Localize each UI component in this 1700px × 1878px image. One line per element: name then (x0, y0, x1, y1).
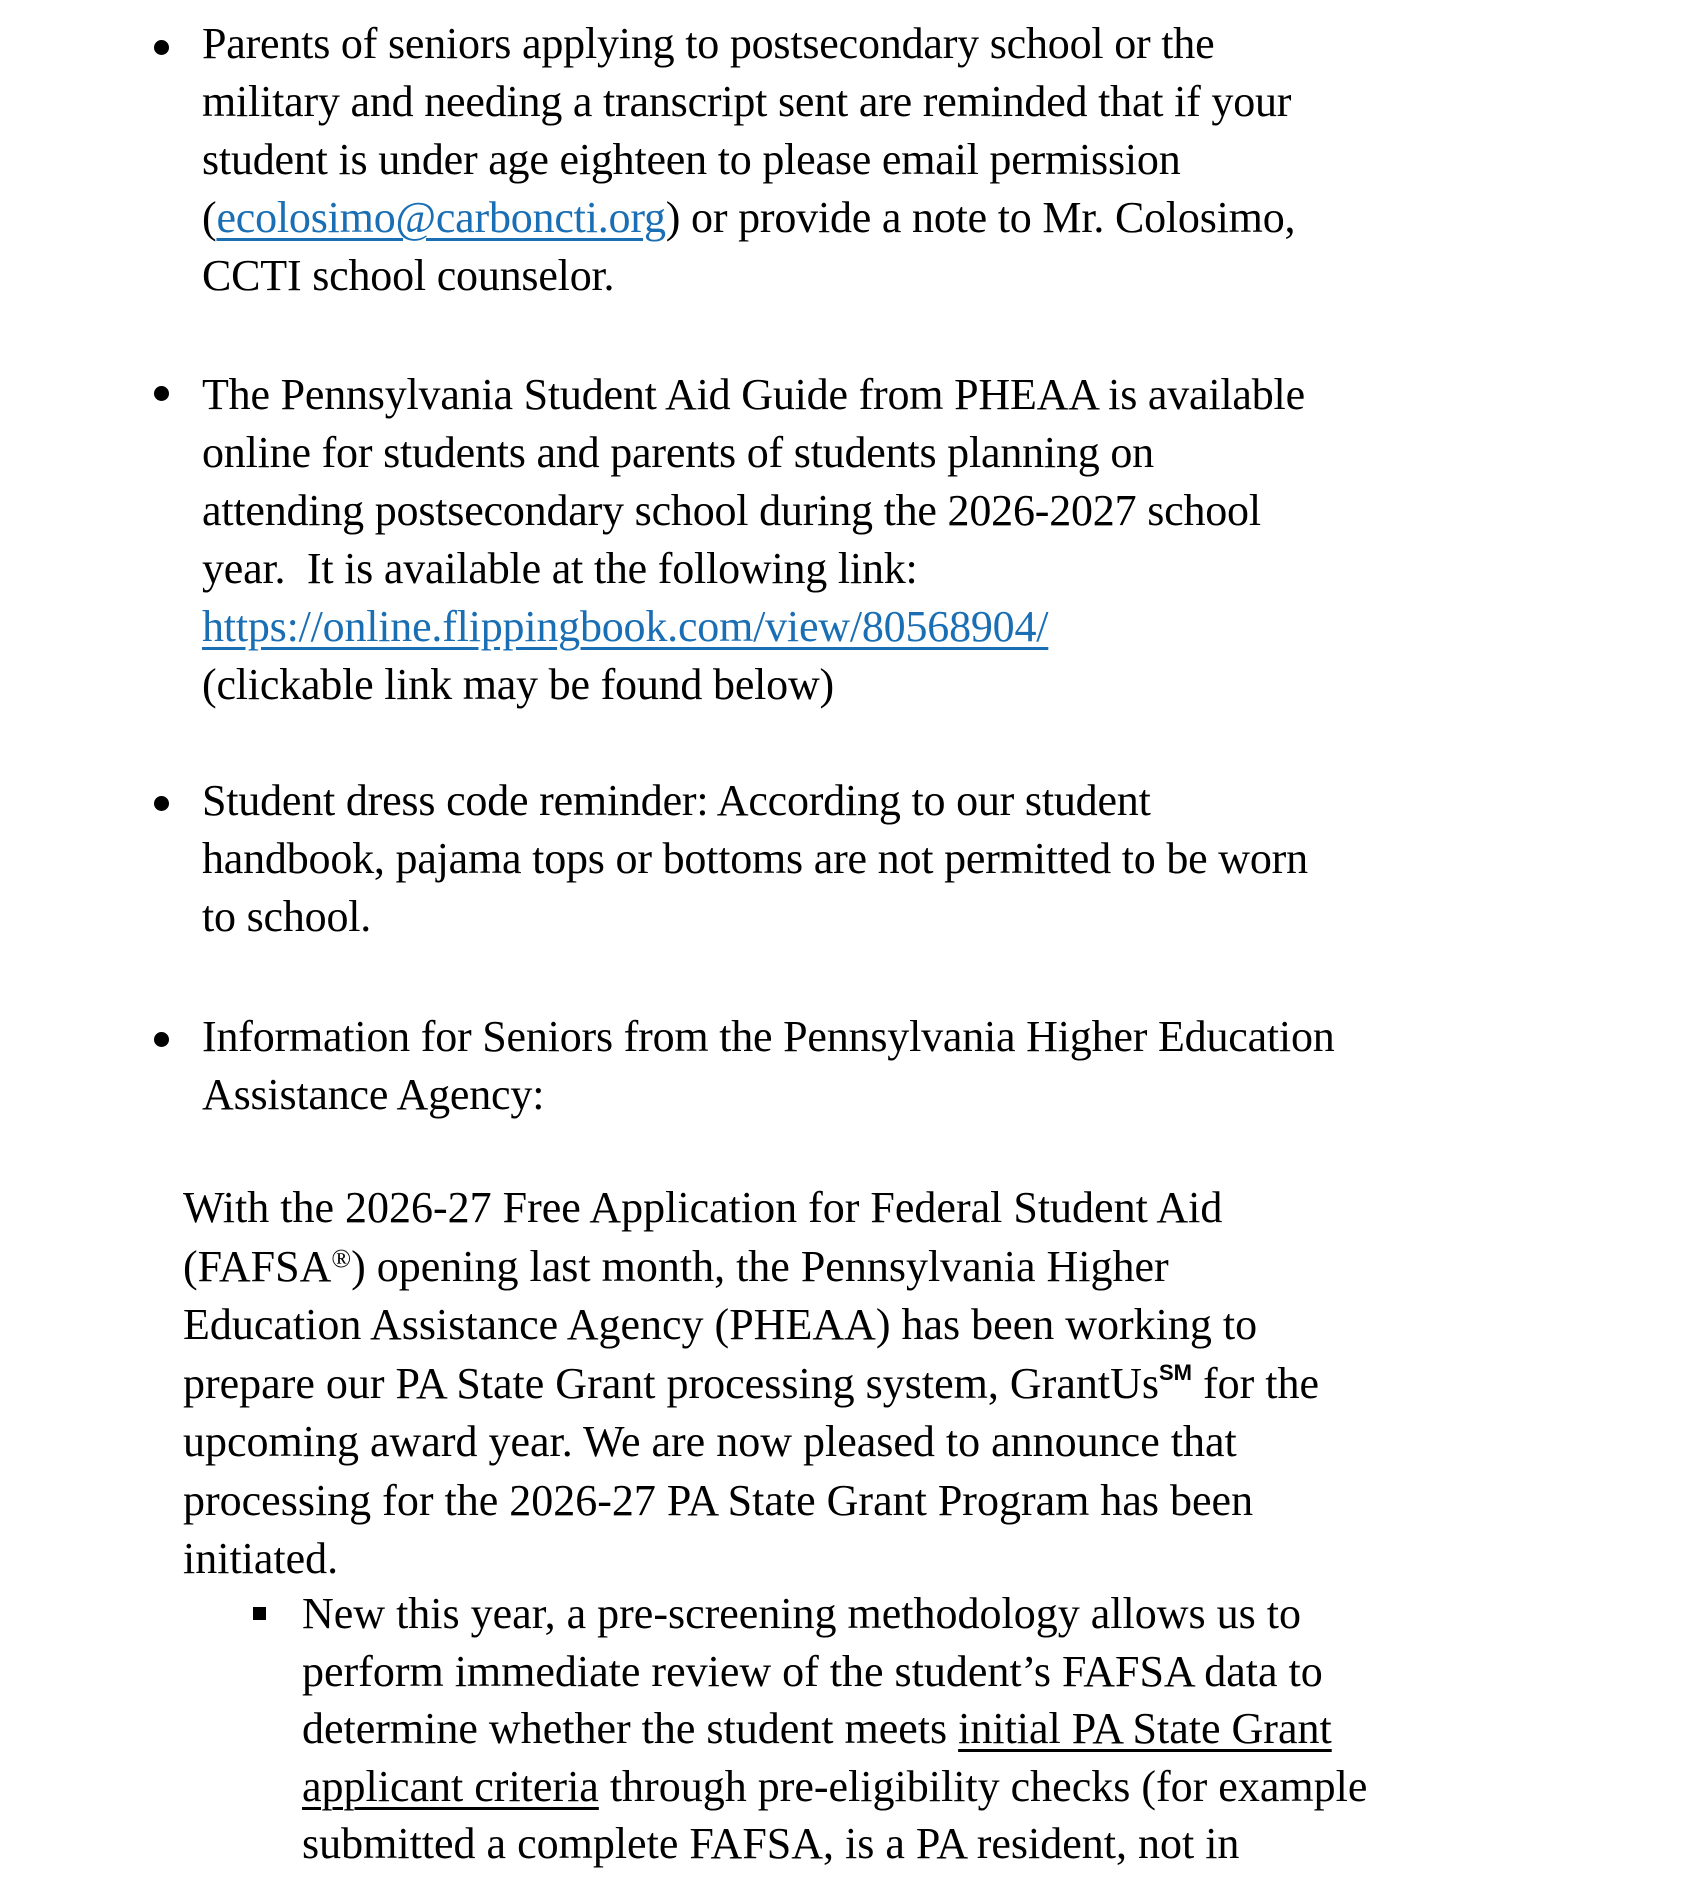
text-line: CCTI school counselor. (202, 251, 615, 300)
text-line: online for students and parents of students planning on (202, 428, 1154, 477)
text-line: perform immediate review of the student’s FAFSA data to (302, 1646, 1323, 1696)
text-line: The Pennsylvania Student Aid Guide from PHEAA is available (202, 370, 1305, 419)
bullet-dot-icon (154, 40, 169, 55)
text-line: With the 2026-27 Free Application for Federal Student Aid (183, 1183, 1223, 1232)
flippingbook-link[interactable]: https://online.flippingbook.com/view/80568904/ (202, 602, 1049, 651)
text-line: processing for the 2026-27 PA State Grant Program has been (183, 1475, 1254, 1525)
url-line (202, 598, 1622, 656)
text-line: military and needing a transcript sent are reminded that if your (202, 77, 1292, 126)
text-line: upcoming award year. We are now pleased to announce that (183, 1417, 1237, 1466)
text-line-grantus (183, 1355, 1643, 1414)
text-fragment: (FAFSA (183, 1241, 332, 1291)
text-line-criteria (302, 1700, 1682, 1758)
bullet-item-pheaa-info (202, 1008, 1622, 1124)
text-line: handbook, pajama tops or bottoms are not permitted to be worn (202, 834, 1308, 883)
text-fragment: ) or provide a note to Mr. Colosimo, (665, 193, 1296, 242)
text-line: to school. (202, 892, 372, 941)
text-line: Information for Seniors from the Pennsylvania Higher Education (202, 1012, 1335, 1061)
pheaa-paragraph (183, 1179, 1643, 1589)
text-fragment: ( (202, 193, 217, 242)
bullet-dot-icon (154, 796, 169, 811)
sub-bullet-prescreening (302, 1585, 1682, 1873)
text-line: Education Assistance Agency (PHEAA) has been working to (183, 1300, 1258, 1349)
bullet-item-student-aid-guide (202, 366, 1622, 714)
text-line-with-email (202, 189, 1622, 247)
bullet-item-transcript (202, 15, 1622, 305)
bullet-square-icon (253, 1607, 266, 1620)
text-fragment: determine whether the student meets (302, 1704, 959, 1753)
text-line: student is under age eighteen to please email permission (202, 135, 1181, 184)
text-line: Student dress code reminder: According to our student (202, 776, 1151, 825)
text-line: (clickable link may be found below) (202, 660, 835, 709)
text-line: year. It is available at the following link: (202, 544, 918, 593)
text-line-fafsa (183, 1238, 1643, 1297)
text-line: New this year, a pre-screening methodology allows us to (302, 1589, 1301, 1638)
text-fragment: prepare our PA State Grant processing system, GrantUs (183, 1358, 1159, 1408)
text-fragment: ) opening last month, the Pennsylvania Higher (351, 1241, 1169, 1291)
text-line: Assistance Agency: (202, 1070, 545, 1119)
service-mark: SM (1158, 1359, 1192, 1385)
text-line-criteria (302, 1758, 1682, 1816)
text-line: submitted a complete FAFSA, is a PA resident, not in (302, 1819, 1240, 1868)
bullet-dot-icon (154, 386, 169, 401)
bullet-item-dress-code (202, 772, 1622, 946)
underlined-criteria-text: applicant criteria (302, 1761, 599, 1811)
bullet-dot-icon (154, 1032, 169, 1047)
text-line: Parents of seniors applying to postsecondary school or the (202, 19, 1215, 68)
text-fragment: for the (1191, 1358, 1320, 1408)
registered-mark: ® (331, 1243, 352, 1273)
email-link[interactable]: ecolosimo@carboncti.org (216, 193, 666, 242)
underlined-criteria-text: initial PA State Grant (958, 1704, 1332, 1753)
text-line: attending postsecondary school during the 2026-2027 school (202, 486, 1261, 535)
text-line: initiated. (183, 1534, 339, 1583)
text-fragment: through pre-eligibility checks (for example (598, 1761, 1368, 1811)
